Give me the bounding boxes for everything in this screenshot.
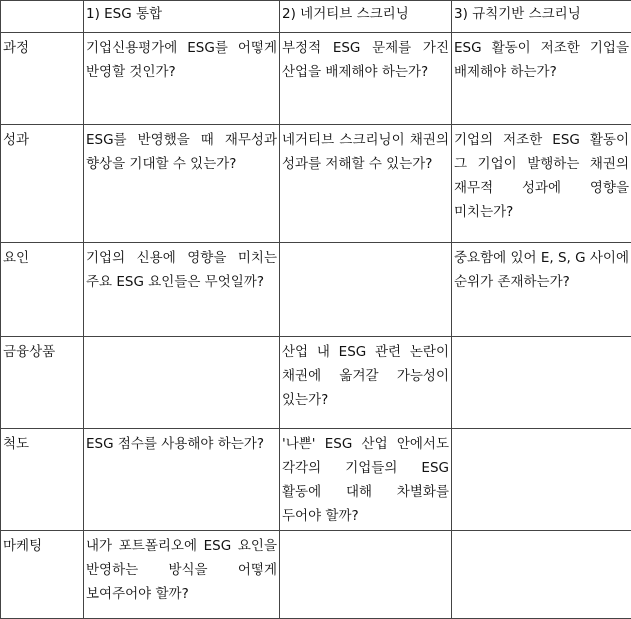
row-label-marketing: 마케팅	[1, 531, 84, 619]
cell-marketing-negative-screening	[280, 531, 452, 619]
cell-performance-esg-integration: ESG를 반영했을 때 재무성과 향상을 기대할 수 있는가?	[84, 125, 280, 243]
header-corner-cell	[1, 1, 84, 33]
header-negative-screening: 2) 네거티브 스크리닝	[280, 1, 452, 33]
header-row	[1, 1, 631, 33]
table-row-financial-products	[1, 337, 631, 429]
cell-metrics-rule-based-screening	[452, 429, 631, 531]
row-label-financial-products: 금융상품	[1, 337, 84, 429]
header-rule-based-screening: 3) 규칙기반 스크리닝	[452, 1, 631, 33]
table-row-marketing	[1, 531, 631, 619]
cell-metrics-negative-screening: '나쁜' ESG 산업 안에서도 각각의 기업들의 ESG 활동에 대해 차별화를 두어야 할까?	[280, 429, 452, 531]
cell-products-rule-based-screening	[452, 337, 631, 429]
table-row-performance	[1, 125, 631, 243]
row-label-process: 과정	[1, 33, 84, 125]
cell-process-negative-screening: 부정적 ESG 문제를 가진 산업을 배제해야 하는가?	[280, 33, 452, 125]
cell-factors-esg-integration: 기업의 신용에 영향을 미치는 주요 ESG 요인들은 무엇일까?	[84, 243, 280, 337]
cell-products-esg-integration	[84, 337, 280, 429]
cell-metrics-esg-integration: ESG 점수를 사용해야 하는가?	[84, 429, 280, 531]
table-row-factors	[1, 243, 631, 337]
header-esg-integration: 1) ESG 통합	[84, 1, 280, 33]
cell-factors-rule-based-screening: 중요함에 있어 E, S, G 사이에 순위가 존재하는가?	[452, 243, 631, 337]
cell-marketing-esg-integration: 내가 포트폴리오에 ESG 요인을 반영하는 방식을 어떻게 보여주어야 할까?	[84, 531, 280, 619]
row-label-factors: 요인	[1, 243, 84, 337]
table-row-metrics	[1, 429, 631, 531]
table-row-process	[1, 33, 631, 125]
cell-factors-negative-screening	[280, 243, 452, 337]
cell-process-esg-integration: 기업신용평가에 ESG를 어떻게 반영할 것인가?	[84, 33, 280, 125]
cell-performance-rule-based-screening: 기업의 저조한 ESG 활동이 그 기업이 발행하는 채권의 재무적 성과에 영향을 미치는가?	[452, 125, 631, 243]
cell-process-rule-based-screening: ESG 활동이 저조한 기업을 배제해야 하는가?	[452, 33, 631, 125]
row-label-performance: 성과	[1, 125, 84, 243]
cell-marketing-rule-based-screening	[452, 531, 631, 619]
row-label-metrics: 척도	[1, 429, 84, 531]
cell-performance-negative-screening: 네거티브 스크리닝이 채권의 성과를 저해할 수 있는가?	[280, 125, 452, 243]
cell-products-negative-screening: 산업 내 ESG 관련 논란이 채권에 옮겨갈 가능성이 있는가?	[280, 337, 452, 429]
